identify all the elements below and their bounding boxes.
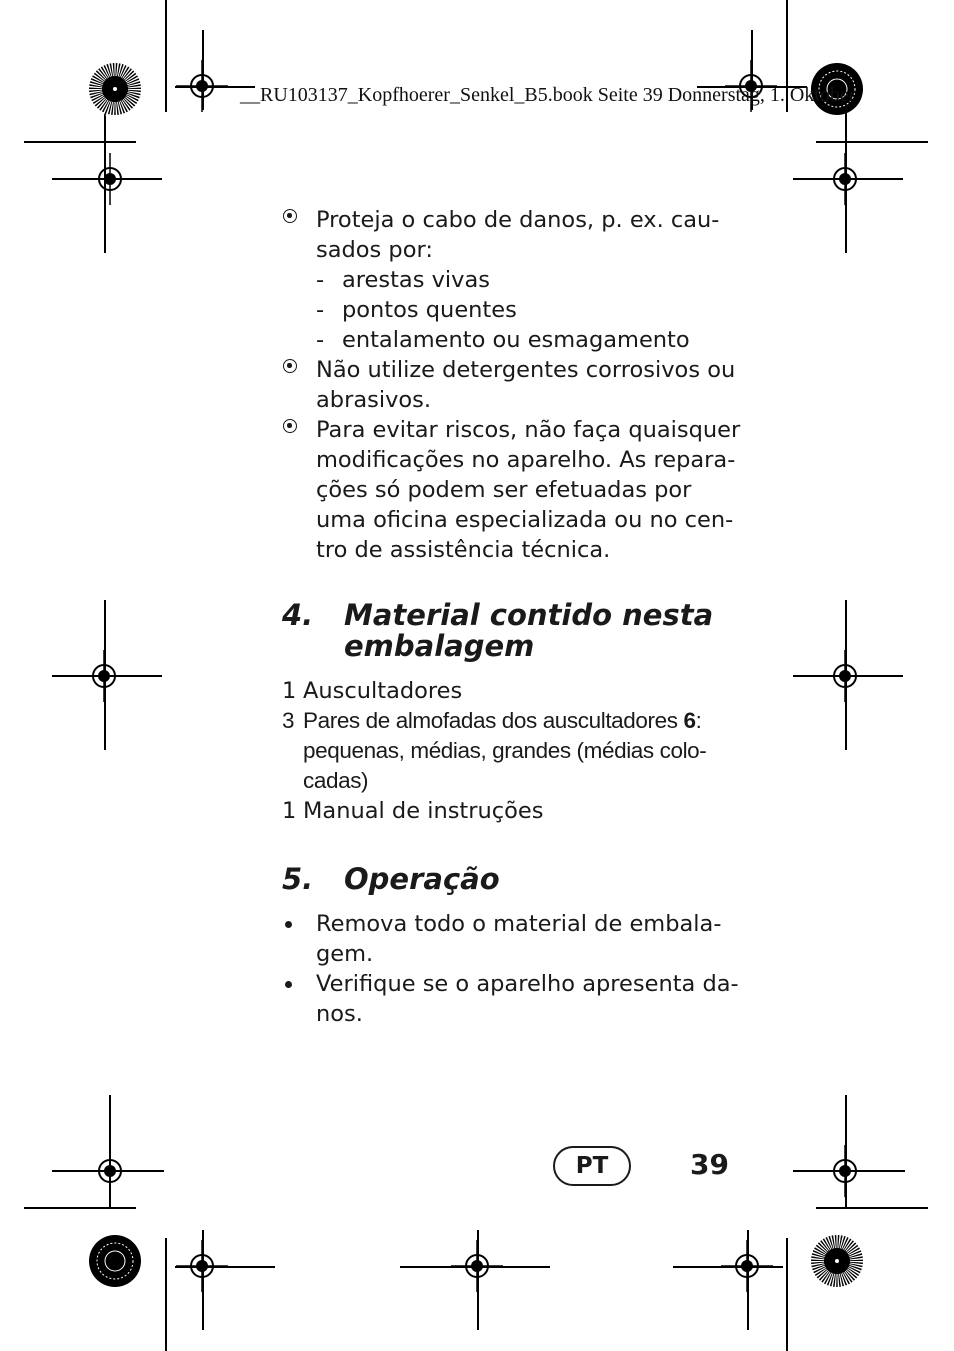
crop-mark bbox=[202, 30, 204, 110]
crop-mark bbox=[816, 141, 928, 143]
bullet-dot-icon bbox=[282, 969, 316, 999]
language-badge: PT bbox=[553, 1146, 631, 1186]
crop-mark bbox=[52, 675, 162, 677]
crop-mark bbox=[793, 178, 903, 180]
crop-mark bbox=[202, 1230, 204, 1330]
list-item: Verifique se o aparelho apresenta da- nos. bbox=[282, 969, 732, 1029]
operation-list bbox=[282, 909, 739, 1029]
crop-mark bbox=[747, 1230, 749, 1330]
sub-list-item: - entalamento ou esmagamento bbox=[316, 327, 690, 353]
crop-mark bbox=[793, 1170, 905, 1172]
circle-bullet-icon bbox=[282, 415, 316, 434]
section-heading-5: 5. Operação bbox=[282, 862, 500, 896]
crop-mark bbox=[175, 1266, 275, 1268]
list-item: 1 Auscultadores bbox=[282, 678, 463, 704]
list-item: 1 Manual de instruções bbox=[282, 798, 544, 824]
crop-mark bbox=[477, 1230, 479, 1330]
crop-mark bbox=[52, 178, 162, 180]
sub-list-item: - arestas vivas bbox=[316, 267, 490, 293]
running-header: __RU103137_Kopfhoerer_Senkel_B5.book Seite 39 Donnerstag, 1. Oktober bbox=[240, 84, 856, 106]
crop-mark bbox=[52, 1170, 164, 1172]
circle-bullet-icon bbox=[282, 355, 316, 374]
crop-mark bbox=[165, 1238, 167, 1351]
list-item: Proteja o cabo de danos, p. ex. cau- sados por: - arestas vivas - pontos quentes - entalamento ou esmagamento bbox=[282, 205, 732, 355]
page-content bbox=[282, 205, 741, 1029]
crop-mark bbox=[816, 1207, 928, 1209]
crop-mark bbox=[165, 0, 167, 112]
package-contents-list bbox=[282, 676, 732, 826]
crop-mark bbox=[793, 675, 903, 677]
reference-number: 6 bbox=[683, 708, 696, 733]
sunburst-mark-icon bbox=[88, 1234, 142, 1288]
crop-mark bbox=[400, 1266, 550, 1268]
list-item: 3 Pares de almofadas dos auscultadores 6: pequenas, médias, grandes (médias colo- cadas) bbox=[282, 708, 707, 793]
list-item: Não utilize detergentes corrosivos ou abrasivos. bbox=[282, 355, 732, 415]
crop-mark bbox=[786, 1238, 788, 1351]
sunburst-mark-icon bbox=[88, 62, 142, 116]
crop-mark bbox=[24, 1207, 136, 1209]
bullet-dot-icon bbox=[282, 909, 316, 939]
sunburst-mark-icon bbox=[810, 1234, 864, 1288]
circle-bullet-icon bbox=[282, 205, 316, 224]
crop-mark bbox=[673, 1266, 783, 1268]
section-heading-4: 4. Material contido nesta embalagem bbox=[282, 598, 714, 663]
intro-list bbox=[282, 205, 741, 565]
list-item: Remova todo o material de embala- gem. bbox=[282, 909, 732, 969]
crop-mark bbox=[109, 1095, 111, 1207]
sub-list-item: - pontos quentes bbox=[316, 297, 517, 323]
crop-mark bbox=[24, 141, 136, 143]
page-number: 39 bbox=[690, 1148, 729, 1181]
crop-mark bbox=[845, 1095, 847, 1207]
list-item: Para evitar riscos, não faça quaisquer modificações no aparelho. As repara- ções só podem ser efetuadas por uma oficina especializada ou no cen- tro de assistência técnica. bbox=[282, 415, 732, 565]
